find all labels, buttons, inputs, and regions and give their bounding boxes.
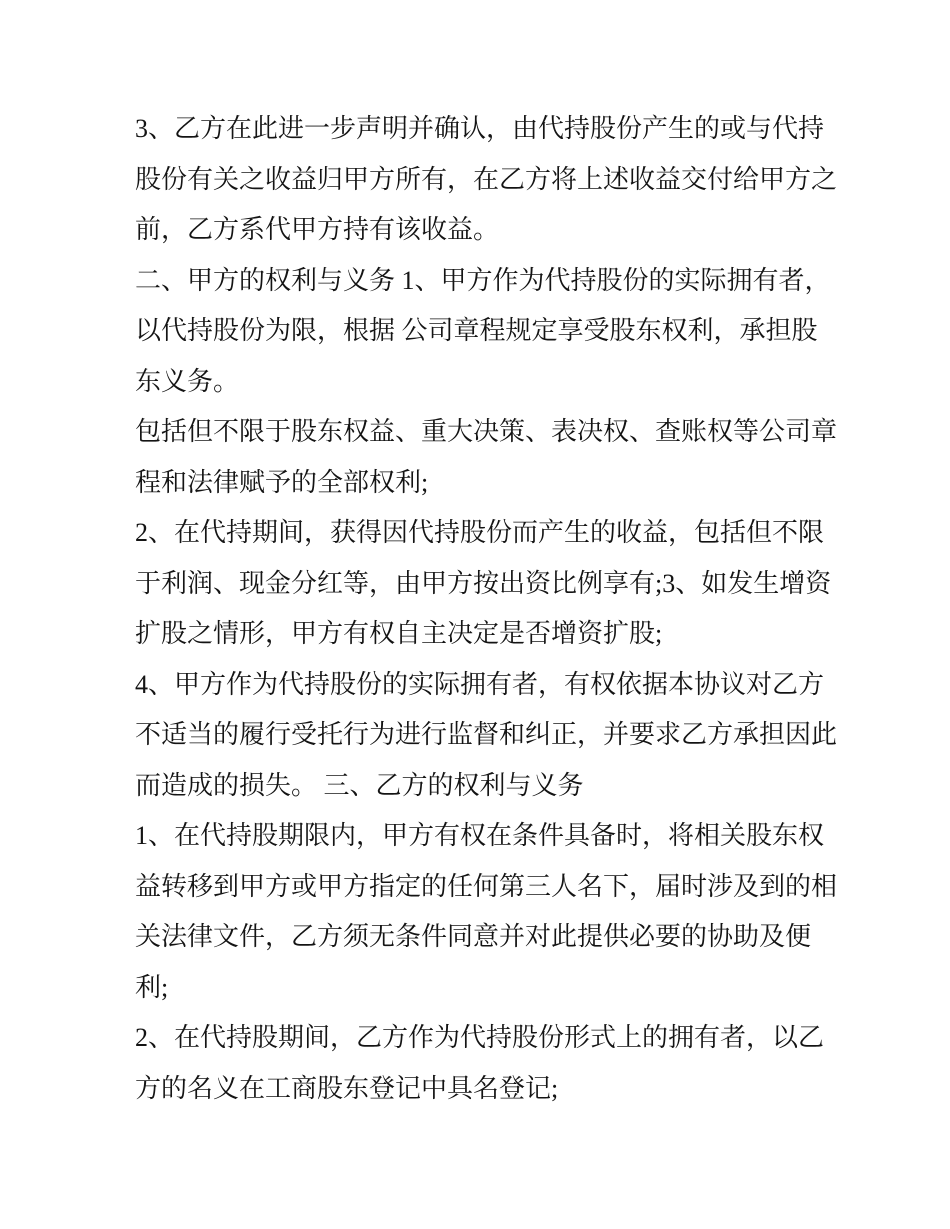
text-line: 而造成的损失。 三、乙方的权利与义务 [135, 770, 584, 800]
text-line: 利; [135, 972, 169, 1002]
text-line: 益转移到甲方或甲方指定的任何第三人名下，届时涉及到的相 [135, 871, 838, 901]
text-line: 2、在代持股期间，乙方作为代持股份形式上的拥有者，以乙 [135, 1023, 825, 1052]
text-line: 以代持股份为限，根据 公司章程规定享受股东权利，承担股 [135, 316, 818, 345]
text-line: 前，乙方系代甲方持有该收益。 [135, 215, 500, 244]
text-line: 1、在代持股期限内，甲方有权在条件具备时，将相关股东权 [135, 821, 825, 850]
text-line: 2、在代持期间，获得因代持股份而产生的收益，包括但不限 [135, 518, 825, 547]
paragraph-section-3-clause-1 [135, 811, 950, 1013]
text-line: 关法律文件，乙方须无条件同意并对此提供必要的协助及便 [135, 922, 812, 951]
text-line: 股份有关之收益归甲方所有，在乙方将上述收益交付给甲方之 [135, 164, 838, 194]
text-line: 东义务。 [135, 366, 240, 396]
text-line: 不适当的履行受托行为进行监督和纠正，并要求乙方承担因此 [135, 720, 838, 749]
text-line: 于利润、现金分红等，由甲方按出资比例享有;3、如发生增资 [135, 568, 832, 598]
paragraph-section-2-heading-clause-1 [135, 256, 950, 408]
text-line: 程和法律赋予的全部权利; [135, 467, 429, 497]
paragraph-clause-4-section-3-heading [135, 660, 950, 812]
paragraph-rights-scope [135, 407, 950, 508]
text-line: 二、甲方的权利与义务 1、甲方作为代持股份的实际拥有者， [135, 265, 831, 295]
text-line: 3、乙方在此进一步声明并确认，由代持股份产生的或与代持 [135, 114, 825, 143]
paragraph-clause-3 [135, 104, 950, 256]
text-line: 4、甲方作为代持股份的实际拥有者，有权依据本协议对乙方 [135, 669, 825, 699]
text-line: 方的名义在工商股东登记中具名登记; [135, 1073, 559, 1103]
text-line: 扩股之情形，甲方有权自主决定是否增资扩股; [135, 619, 663, 648]
paragraph-clauses-2-3 [135, 508, 950, 660]
text-line: 包括但不限于股东权益、重大决策、表决权、查账权等公司章 [135, 417, 838, 446]
paragraph-section-3-clause-2 [135, 1013, 950, 1114]
